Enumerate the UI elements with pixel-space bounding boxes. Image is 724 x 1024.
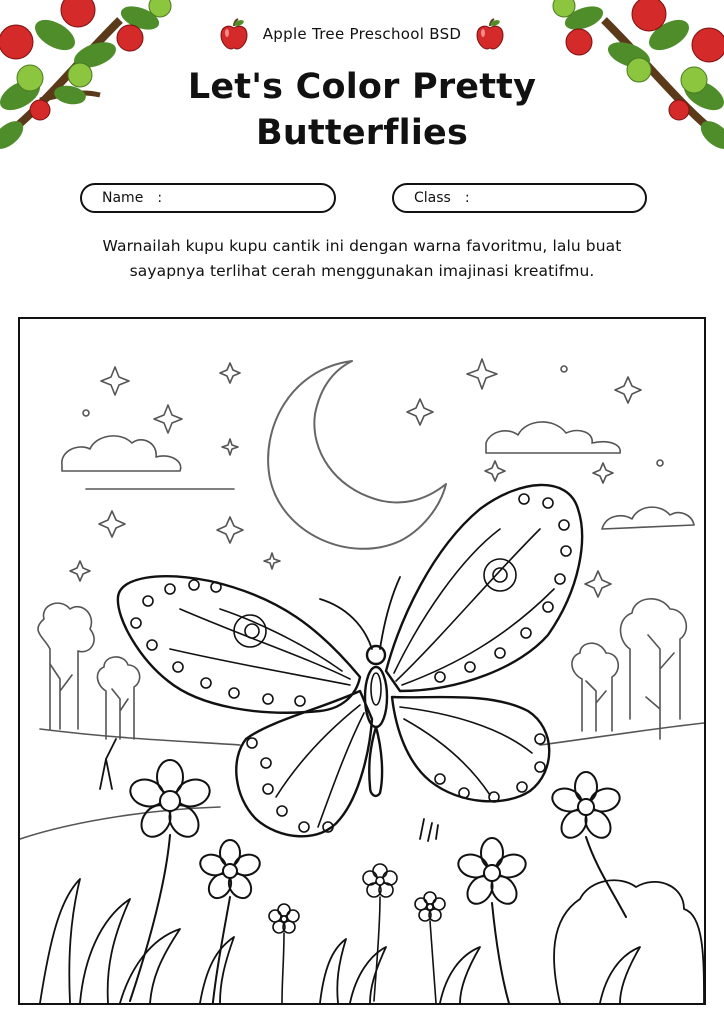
coloring-illustration (20, 319, 704, 1003)
title-line-2: Butterflies (255, 113, 469, 153)
name-field[interactable] (80, 183, 336, 213)
instructions-line-2: sayapnya terlihat cerah menggunakan imajinasi kreatifmu. (129, 262, 595, 280)
apple-icon (219, 18, 249, 50)
title-line-1: Let's Color Pretty (187, 67, 537, 107)
school-header (0, 18, 724, 50)
class-label: Class (414, 190, 451, 206)
butterfly-patterns (131, 494, 571, 832)
butterfly (118, 485, 582, 836)
crescent-moon (268, 361, 446, 549)
ground (20, 723, 704, 839)
instructions (60, 234, 664, 284)
school-name: Apple Tree Preschool BSD (262, 25, 462, 43)
apple-icon (475, 18, 505, 50)
coloring-area[interactable] (18, 317, 706, 1005)
page-title (0, 64, 724, 156)
class-input[interactable] (476, 189, 654, 207)
trees-right (572, 599, 686, 739)
class-field[interactable] (392, 183, 647, 213)
name-input[interactable] (168, 189, 346, 207)
class-separator: : (464, 190, 470, 206)
instructions-line-1: Warnailah kupu kupu cantik ini dengan warna favoritmu, lalu buat (102, 237, 622, 255)
stars (70, 359, 663, 597)
name-label: Name (102, 190, 144, 206)
name-separator: : (157, 190, 163, 206)
